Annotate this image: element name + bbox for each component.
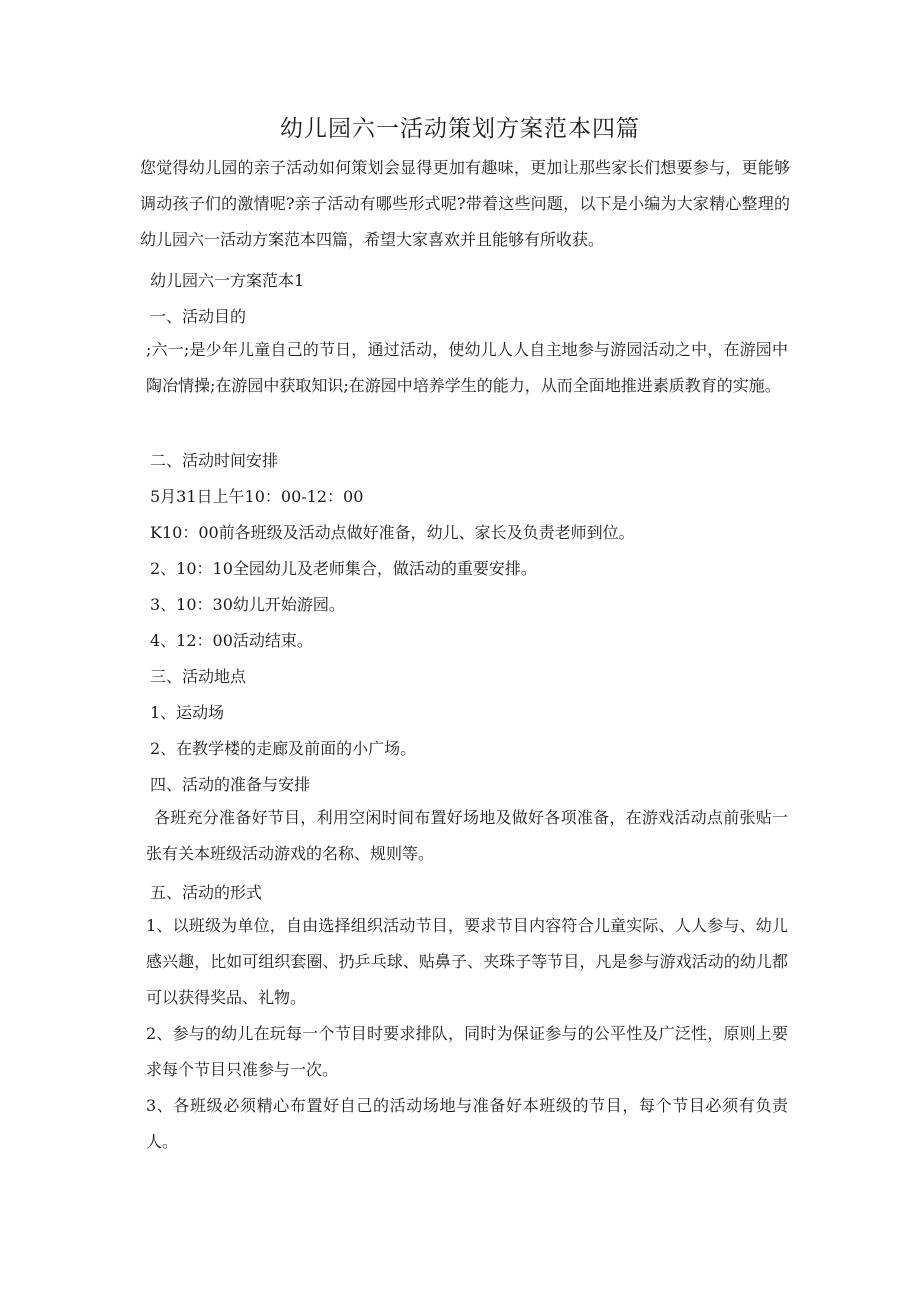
format-item-1: 1、以班级为单位，自由选择组织活动节目，要求节目内容符合儿童实际、人人参与、幼儿感兴趣，比如可组织套圈、扔乒乓球、贴鼻子、夹珠子等节目，凡是参与游戏活动的幼儿都可以获得奖品、礼物。 [146, 916, 788, 1007]
schedule-item-3: 3、10：30幼儿开始游园。 [150, 595, 345, 614]
heading-preparation: 四、活动的准备与安排 [150, 775, 311, 794]
schedule-item-1: K10：00前各班级及活动点做好准备，幼儿、家长及负责老师到位。 [150, 523, 635, 542]
heading-location: 三、活动地点 [150, 667, 247, 686]
format-item-3: 3、各班级必须精心布置好自己的活动场地与准备好本班级的节目，每个节目必须有负责人。 [146, 1096, 788, 1151]
heading-purpose: 一、活动目的 [150, 307, 247, 326]
location-item-1: 1、运动场 [150, 703, 225, 722]
heading-format: 五、活动的形式 [150, 883, 263, 902]
paragraph-preparation: 各班充分准备好节目，利用空闲时间布置好场地及做好各项准备，在游戏活动点前张贴一张有关本班级活动游戏的名称、规则等。 [146, 808, 788, 863]
location-item-2: 2、在教学楼的走廊及前面的小广场。 [150, 739, 417, 758]
schedule-item-4: 4、12：00活动结束。 [150, 631, 313, 650]
intro-paragraph: 您觉得幼儿园的亲子活动如何策划会显得更加有趣味，更加让那些家长们想要参与，更能够调动孩子们的激情呢?亲子活动有哪些形式呢?带着这些问题，以下是小编为大家精心整理的幼儿园六一活动方案范本四篇，希望大家喜欢并且能够有所收获。 [140, 158, 790, 249]
heading-schedule: 二、活动时间安排 [150, 451, 279, 470]
schedule-item-2: 2、10：10全园幼儿及老师集合，做活动的重要安排。 [150, 559, 537, 578]
format-item-2: 2、参与的幼儿在玩每一个节目时要求排队，同时为保证参与的公平性及广泛性，原则上要求每个节目只准参与一次。 [146, 1024, 788, 1079]
document-title: 幼儿园六一活动策划方案范本四篇 [280, 116, 640, 142]
section-title: 幼儿园六一方案范本1 [150, 271, 305, 290]
schedule-date: 5月31日上午10：00-12：00 [150, 487, 364, 506]
paragraph-purpose: ;六一;是少年儿童自己的节日，通过活动，使幼儿人人自主地参与游园活动之中，在游园中陶冶情操;在游园中获取知识;在游园中培养学生的能力，从而全面地推进素质教育的实施。 [146, 340, 788, 395]
